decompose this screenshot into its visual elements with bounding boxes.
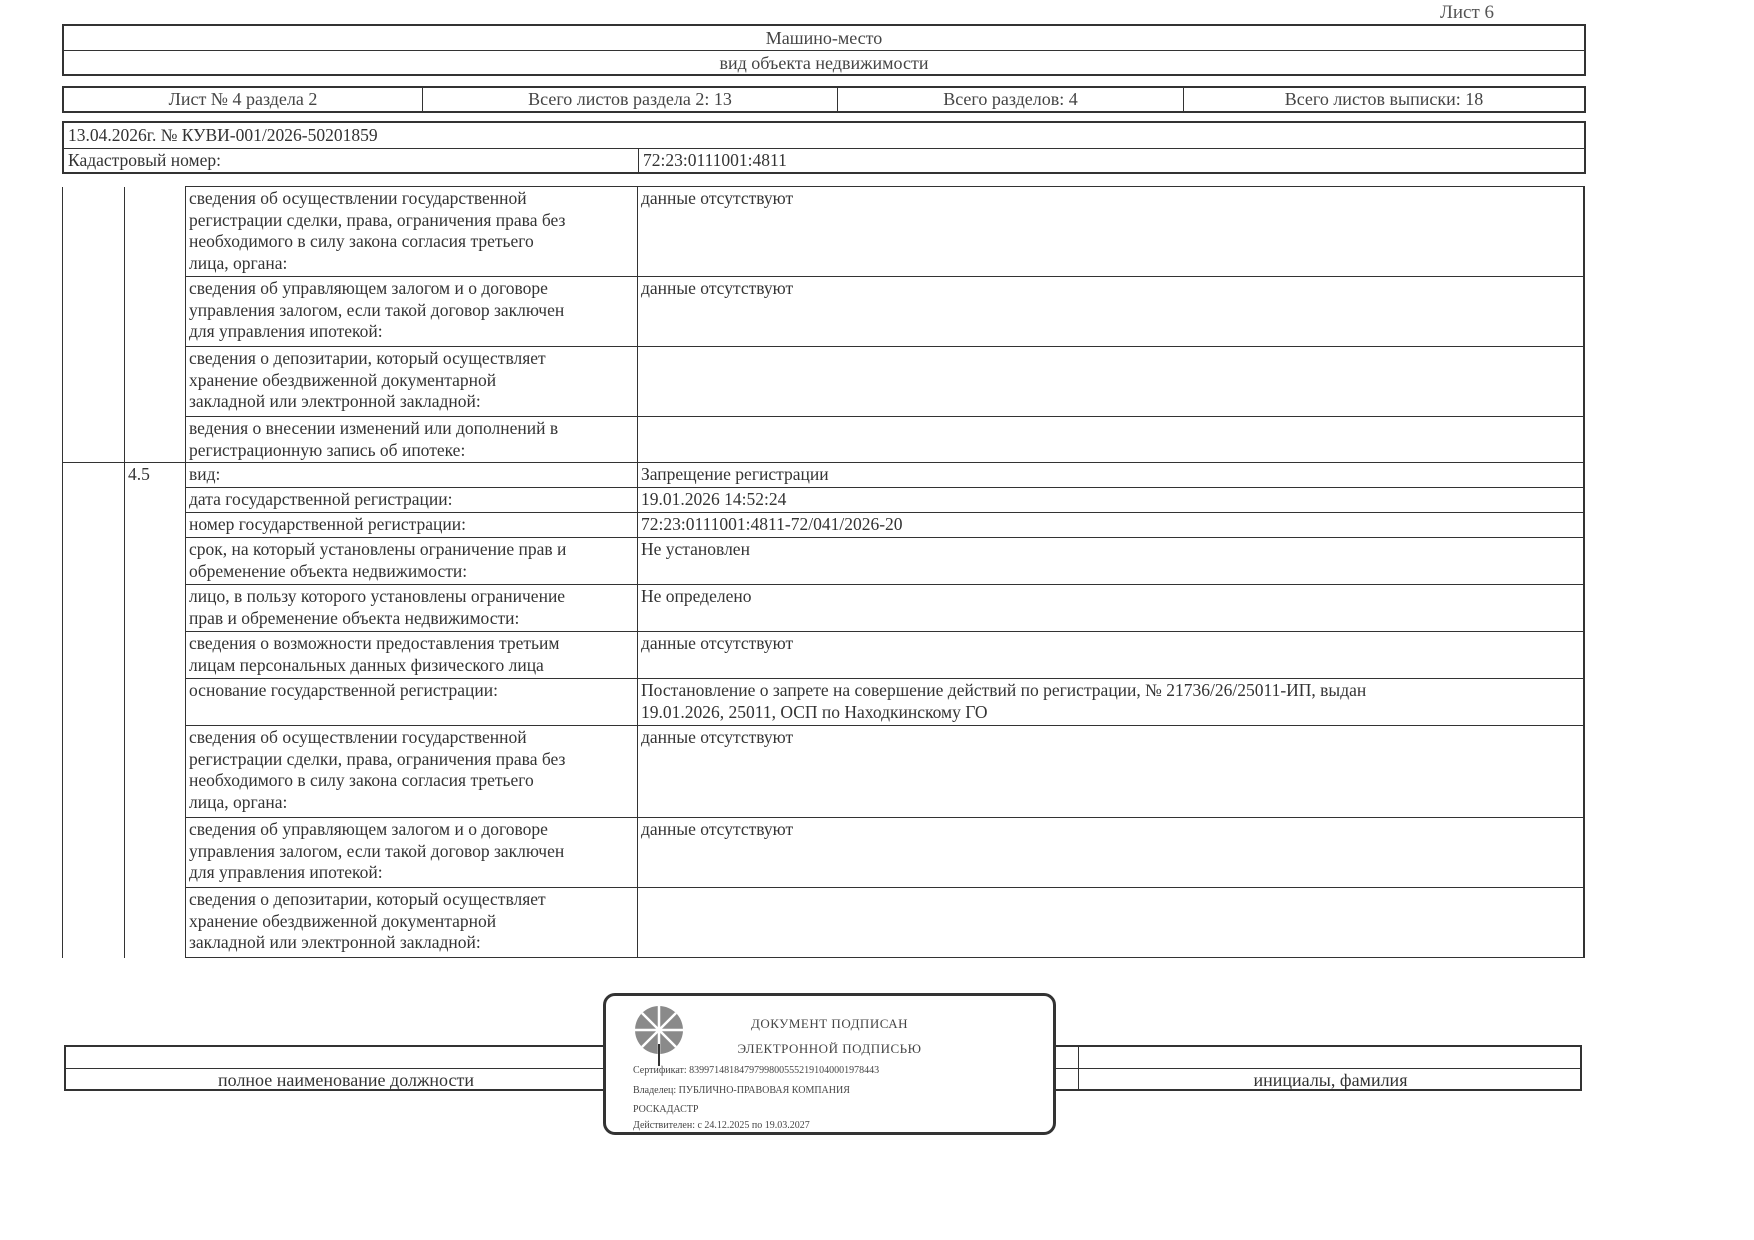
table-row xyxy=(63,417,1584,463)
table-row xyxy=(63,277,1584,347)
row-label: вид: xyxy=(186,463,638,488)
divider xyxy=(64,148,1584,149)
row-value xyxy=(638,888,1584,958)
divider xyxy=(638,148,639,172)
table-row xyxy=(63,888,1584,958)
row-label: основание государственной регистрации: xyxy=(186,679,638,726)
table-row xyxy=(63,726,1584,818)
row-label: сведения об осуществлении государственной регистрации сделки, права, ограничения права без необходимого в силу закона согласия третьего лица, органа: xyxy=(186,726,638,818)
row-number xyxy=(125,187,186,277)
position-caption: полное наименование должности xyxy=(218,1069,474,1090)
row-value: Постановление о запрете на совершение действий по регистрации, № 21736/26/25011-ИП, выдан 19.01.2026, 25011, ОСП по Находкинскому ГО xyxy=(638,679,1584,726)
electronic-signature-stamp xyxy=(603,993,1056,1135)
table-row xyxy=(63,513,1584,538)
table-row xyxy=(63,347,1584,417)
row-value: данные отсутствуют xyxy=(638,277,1584,347)
name-caption: инициалы, фамилия xyxy=(1253,1069,1408,1090)
row-value xyxy=(638,417,1584,463)
row-number xyxy=(125,888,186,958)
row-label: лицо, в пользу которого установлены ограничение прав и обременение объекта недвижимости: xyxy=(186,585,638,632)
stamp-validity: Действителен: с 24.12.2025 по 19.03.2027 xyxy=(633,1120,810,1131)
total-sheets-section: Всего листов раздела 2: 13 xyxy=(528,89,732,109)
row-number xyxy=(125,417,186,463)
table-row xyxy=(63,488,1584,513)
row-value xyxy=(638,347,1584,417)
stamp-title: ДОКУМЕНТ ПОДПИСАН xyxy=(750,1016,909,1031)
row-number xyxy=(125,632,186,679)
row-label: сведения об управляющем залогом и о договоре управления залогом, если такой договор заключен для управления ипотекой: xyxy=(186,277,638,347)
row-number xyxy=(125,818,186,888)
stamp-certificate: Сертификат: 83997148184797998005552191040001978443 xyxy=(633,1065,880,1076)
extract-info-box xyxy=(62,121,1586,174)
row-value: Не установлен xyxy=(638,538,1584,585)
row-value: данные отсутствуют xyxy=(638,726,1584,818)
row-value: 19.01.2026 14:52:24 xyxy=(638,488,1584,513)
object-type: Машино-место xyxy=(765,27,883,48)
table-row xyxy=(63,538,1584,585)
table-row xyxy=(63,679,1584,726)
row-value: 72:23:0111001:4811-72/041/2026-20 xyxy=(638,513,1584,538)
row-number xyxy=(125,538,186,585)
row-label: сведения о депозитарии, который осуществляет хранение обездвиженной документарной закладной или электронной закладной: xyxy=(186,888,638,958)
sheet-of-section: Лист № 4 раздела 2 xyxy=(168,89,318,109)
stamp-owner: Владелец: ПУБЛИЧНО-ПРАВОВАЯ КОМПАНИЯ xyxy=(633,1085,850,1096)
row-number xyxy=(125,585,186,632)
sheet-number: Лист 6 xyxy=(1440,2,1495,23)
row-number xyxy=(125,726,186,818)
stamp-owner-name: РОСКАДАСТР xyxy=(633,1104,699,1115)
total-sheets-extract: Всего листов выписки: 18 xyxy=(1284,89,1484,109)
cadastral-value: 72:23:0111001:4811 xyxy=(643,150,787,170)
stamp-subtitle: ЭЛЕКТРОННОЙ ПОДПИСЬЮ xyxy=(737,1041,922,1056)
row-number xyxy=(125,679,186,726)
row-label: дата государственной регистрации: xyxy=(186,488,638,513)
cadastral-label: Кадастровый номер: xyxy=(68,150,222,170)
row-label: сведения о возможности предоставления третьим лицам персональных данных физического лица xyxy=(186,632,638,679)
object-type-box xyxy=(62,24,1586,76)
row-label: номер государственной регистрации: xyxy=(186,513,638,538)
table-row xyxy=(63,818,1584,888)
row-label: срок, на который установлены ограничение прав и обременение объекта недвижимости: xyxy=(186,538,638,585)
sheet-info-row xyxy=(62,86,1586,113)
row-label: сведения об управляющем залогом и о договоре управления залогом, если такой договор заключен для управления ипотекой: xyxy=(186,818,638,888)
extract-date-number: 13.04.2026г. № КУВИ-001/2026-50201859 xyxy=(68,125,378,145)
row-number xyxy=(125,513,186,538)
row-value: данные отсутствуют xyxy=(638,632,1584,679)
row-value: данные отсутствуют xyxy=(638,187,1584,277)
object-type-caption: вид объекта недвижимости xyxy=(719,52,929,73)
row-number xyxy=(125,277,186,347)
table-row xyxy=(63,463,1584,488)
total-sections: Всего разделов: 4 xyxy=(943,89,1078,109)
table-row xyxy=(63,632,1584,679)
table-row xyxy=(63,187,1584,277)
encumbrance-table xyxy=(62,186,1585,958)
row-label: сведения об осуществлении государственной регистрации сделки, права, ограничения права без необходимого в силу закона согласия третьего лица, органа: xyxy=(186,187,638,277)
row-label: сведения о депозитарии, который осуществляет хранение обездвиженной документарной закладной или электронной закладной: xyxy=(186,347,638,417)
row-number xyxy=(125,347,186,417)
table-row xyxy=(63,585,1584,632)
row-value: Запрещение регистрации xyxy=(638,463,1584,488)
row-number xyxy=(125,488,186,513)
row-label: ведения о внесении изменений или дополнений в регистрационную запись об ипотеке: xyxy=(186,417,638,463)
row-number: 4.5 xyxy=(125,463,186,488)
row-value: Не определено xyxy=(638,585,1584,632)
row-value: данные отсутствуют xyxy=(638,818,1584,888)
